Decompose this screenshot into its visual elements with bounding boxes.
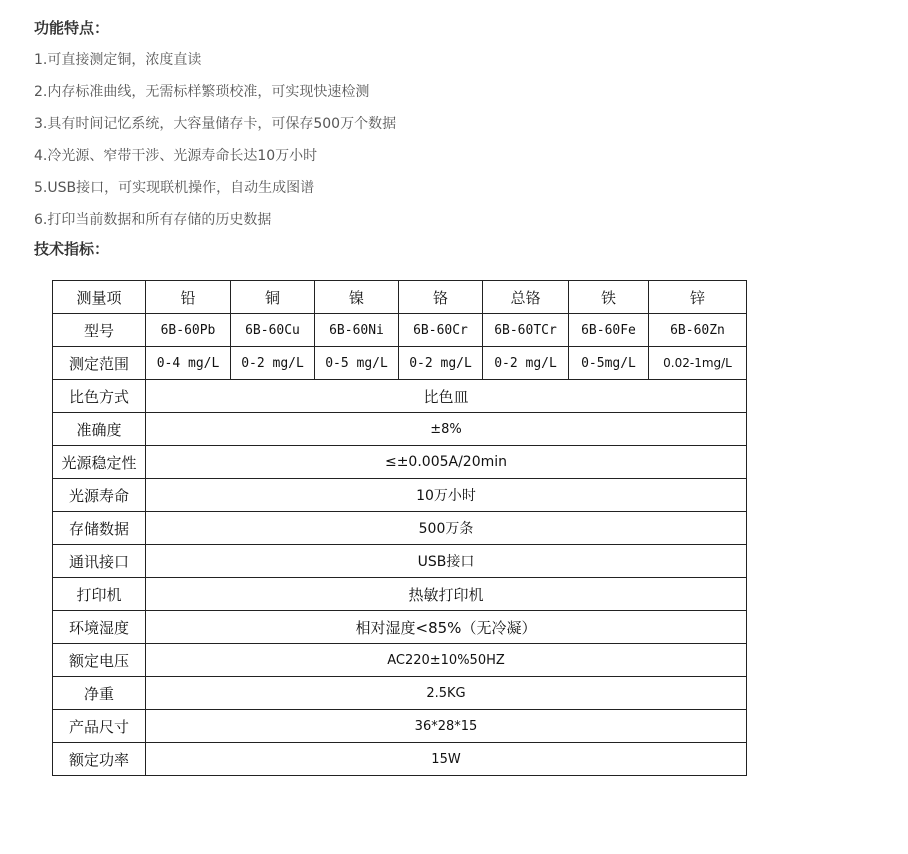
- header-cell: 镍: [315, 281, 399, 314]
- model-cell: 6B-60Zn: [649, 314, 747, 347]
- range-cell: 0.02-1mg/L: [649, 347, 747, 380]
- model-cell: 6B-60Fe: [569, 314, 649, 347]
- header-cell: 测量项: [53, 281, 146, 314]
- row-value: ≤±0.005A/20min: [146, 446, 747, 479]
- table-row: [53, 710, 747, 743]
- table-row: [53, 545, 747, 578]
- table-row: [53, 743, 747, 776]
- table-row: [53, 578, 747, 611]
- row-value: 36*28*15: [146, 710, 747, 743]
- row-label: 光源寿命: [53, 479, 146, 512]
- row-label: 准确度: [53, 413, 146, 446]
- table-row: [53, 479, 747, 512]
- table-row: [53, 380, 747, 413]
- row-label: 测定范围: [53, 347, 146, 380]
- row-label: 存储数据: [53, 512, 146, 545]
- row-label: 额定功率: [53, 743, 146, 776]
- features-list: [34, 48, 396, 240]
- row-label: 通讯接口: [53, 545, 146, 578]
- model-cell: 6B-60TCr: [483, 314, 569, 347]
- model-cell: 6B-60Cr: [399, 314, 483, 347]
- header-cell: 锌: [649, 281, 747, 314]
- row-label: 型号: [53, 314, 146, 347]
- row-label: 额定电压: [53, 644, 146, 677]
- table-row: [53, 446, 747, 479]
- feature-item-3: 3.具有时间记忆系统，大容量储存卡，可保存500万个数据: [34, 116, 397, 132]
- feature-item-1: 1.可直接测定铜，浓度直读: [34, 52, 202, 68]
- row-label: 产品尺寸: [53, 710, 146, 743]
- feature-item-4: 4.冷光源、窄带干涉、光源寿命长达10万小时: [34, 148, 318, 164]
- row-value: AC220±10%50HZ: [146, 644, 747, 677]
- table-row: [53, 512, 747, 545]
- feature-item-2: 2.内存标准曲线，无需标样繁琐校准，可实现快速检测: [34, 84, 370, 100]
- row-value: 2.5KG: [146, 677, 747, 710]
- range-cell: 0-5mg/L: [569, 347, 649, 380]
- row-label: 光源稳定性: [53, 446, 146, 479]
- range-cell: 0-4 mg/L: [146, 347, 231, 380]
- row-value: 相对湿度<85%（无冷凝）: [146, 611, 747, 644]
- table-row-range: [53, 347, 747, 380]
- range-cell: 0-2 mg/L: [399, 347, 483, 380]
- header-cell: 铅: [146, 281, 231, 314]
- row-value: USB接口: [146, 545, 747, 578]
- row-value: 15W: [146, 743, 747, 776]
- model-cell: 6B-60Cu: [231, 314, 315, 347]
- specs-heading: 技术指标：: [34, 240, 110, 258]
- row-value: 10万小时: [146, 479, 747, 512]
- table-row: [53, 611, 747, 644]
- row-label: 环境湿度: [53, 611, 146, 644]
- row-label: 净重: [53, 677, 146, 710]
- row-value: ±8%: [146, 413, 747, 446]
- table-row: [53, 413, 747, 446]
- header-cell: 铜: [231, 281, 315, 314]
- row-label: 打印机: [53, 578, 146, 611]
- spec-table: [52, 280, 747, 776]
- feature-item-5: 5.USB接口，可实现联机操作，自动生成图谱: [34, 180, 315, 196]
- table-row: [53, 644, 747, 677]
- range-cell: 0-2 mg/L: [231, 347, 315, 380]
- row-value: 热敏打印机: [146, 578, 747, 611]
- model-cell: 6B-60Pb: [146, 314, 231, 347]
- model-cell: 6B-60Ni: [315, 314, 399, 347]
- range-cell: 0-5 mg/L: [315, 347, 399, 380]
- row-value: 500万条: [146, 512, 747, 545]
- row-value: 比色皿: [146, 380, 747, 413]
- range-cell: 0-2 mg/L: [483, 347, 569, 380]
- table-header-row: [53, 281, 747, 314]
- feature-item-6: 6.打印当前数据和所有存储的历史数据: [34, 212, 272, 228]
- table-row-model: [53, 314, 747, 347]
- table-row: [53, 677, 747, 710]
- header-cell: 总铬: [483, 281, 569, 314]
- row-label: 比色方式: [53, 380, 146, 413]
- header-cell: 铁: [569, 281, 649, 314]
- header-cell: 铬: [399, 281, 483, 314]
- features-heading: 功能特点：: [34, 19, 110, 37]
